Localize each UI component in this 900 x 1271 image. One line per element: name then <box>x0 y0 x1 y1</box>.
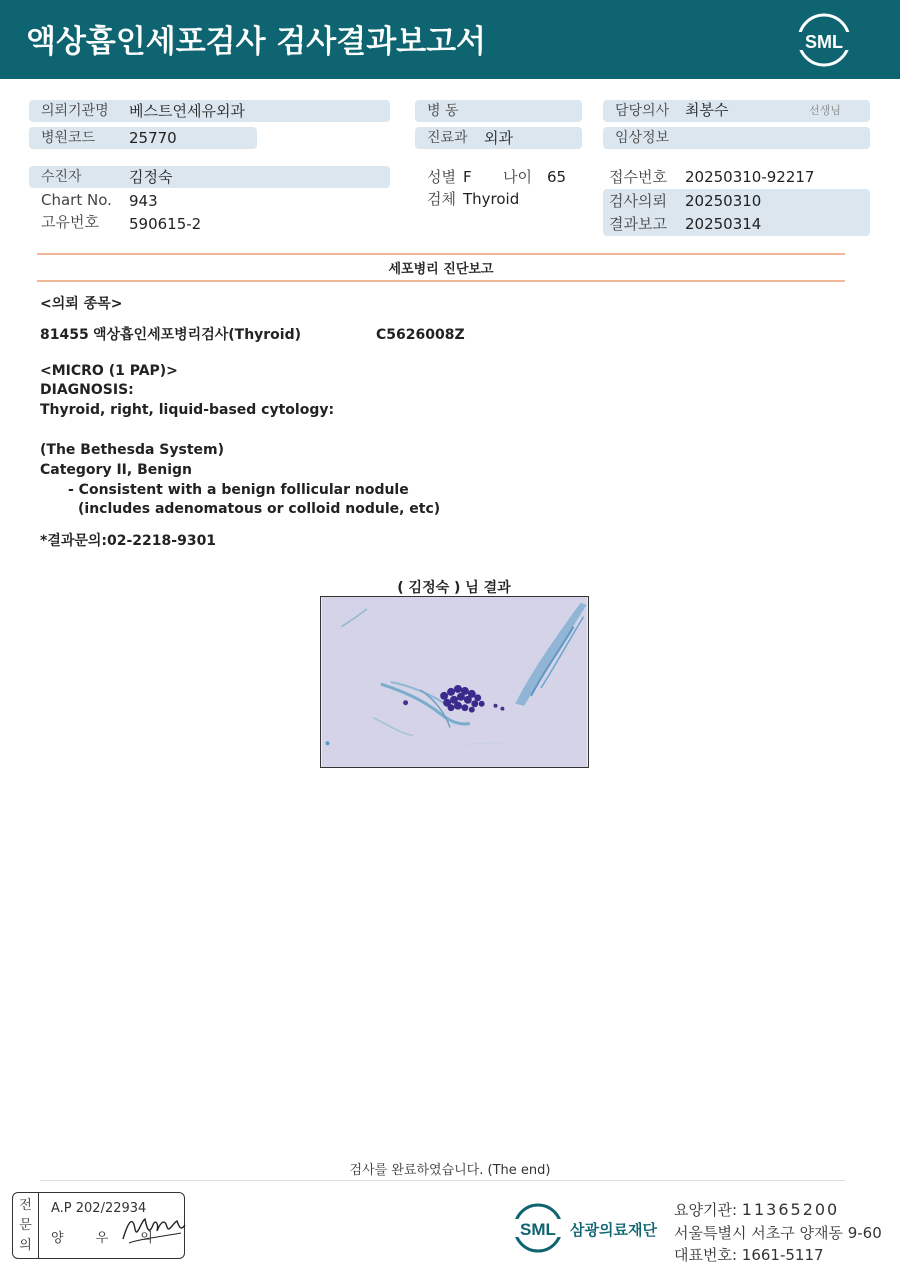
physician-label: 담당의사 <box>615 103 670 119</box>
finding-1: - Consistent with a benign follicular nodule <box>68 482 409 498</box>
test-request-value: 20250310 <box>685 192 762 210</box>
signature-icon <box>119 1209 189 1249</box>
stamp-char-1: 전 <box>19 1198 32 1213</box>
request-items-heading: <의뢰 종목> <box>40 296 123 312</box>
patient-label: 수진자 <box>41 169 82 185</box>
micro-heading: <MICRO (1 PAP)> <box>40 363 178 379</box>
age-label: 나이 <box>503 168 532 186</box>
diagnosis-site: Thyroid, right, liquid-based cytology: <box>40 402 335 418</box>
unique-no-value: 590615-2 <box>129 215 202 233</box>
requesting-institution-value: 베스트연세유외과 <box>129 102 245 120</box>
stamp-ap-number: A.P 202/22934 <box>51 1201 147 1216</box>
sex-value: F <box>463 168 472 186</box>
stamp-char-3: 의 <box>19 1238 32 1253</box>
diagnosis-label: DIAGNOSIS: <box>40 382 134 398</box>
care-code-label: 요양기관: <box>674 1201 738 1219</box>
care-code-value: 11365200 <box>741 1200 840 1219</box>
footer-sml-logo <box>512 1200 564 1256</box>
receipt-no-value: 20250310-92217 <box>685 168 815 186</box>
care-code-line <box>674 1199 839 1220</box>
department-label: 진료과 <box>427 130 468 146</box>
patient-row <box>29 166 390 188</box>
age-value: 65 <box>547 168 567 186</box>
test-name: 액상흡인세포병리검사(Thyroid) <box>93 327 302 343</box>
end-text: 검사를 완료하였습니다. (The end) <box>349 1163 551 1178</box>
test-id: C5626008Z <box>376 327 465 343</box>
chart-no-value: 943 <box>129 192 158 210</box>
result-report-label: 결과보고 <box>609 215 667 233</box>
footer-divider <box>40 1180 845 1181</box>
section-title: 세포병리 진단보고 <box>388 262 494 277</box>
stamp-vertical-label <box>13 1193 39 1258</box>
physician-value: 최봉수 <box>685 101 729 119</box>
patient-name-value: 김정숙 <box>129 168 173 186</box>
logo-text: SML <box>805 32 843 52</box>
ward-row <box>415 100 582 122</box>
chart-no-label: Chart No. <box>41 191 112 209</box>
requesting-institution-label: 의뢰기관명 <box>41 103 109 119</box>
result-report-value: 20250314 <box>685 215 762 233</box>
department-value: 외과 <box>484 129 513 147</box>
header-bar <box>0 0 900 79</box>
test-request-label: 검사의뢰 <box>609 192 667 210</box>
hospital-code-value: 25770 <box>129 129 177 147</box>
finding-2: (includes adenomatous or colloid nodule, etc) <box>78 501 441 517</box>
clinical-info-label: 임상정보 <box>615 130 670 146</box>
specimen-value: Thyroid <box>463 190 520 208</box>
footer-logo-text: SML <box>520 1220 556 1239</box>
section-top-divider <box>37 253 845 255</box>
specimen-label: 검체 <box>427 190 456 208</box>
ward-label: 병 동 <box>427 103 459 119</box>
receipt-no-label: 접수번호 <box>609 168 667 186</box>
category: Category II, Benign <box>40 462 192 478</box>
result-inquiry: *결과문의:02-2218-9301 <box>40 533 217 549</box>
test-code: 81455 <box>40 327 89 343</box>
stamp-char-2: 문 <box>19 1218 32 1233</box>
image-title: ( 김정숙 ) 님 결과 <box>397 580 511 596</box>
physician-suffix: 선생님 <box>809 104 841 117</box>
stamp-name: 양 우 익 <box>51 1231 167 1246</box>
phone-label: 대표번호: <box>674 1246 738 1264</box>
hospital-code-label: 병원코드 <box>41 130 96 146</box>
phone-value: 1661-5117 <box>741 1246 824 1264</box>
sml-logo <box>796 12 852 68</box>
unique-no-label: 고유번호 <box>41 213 99 231</box>
section-bottom-divider <box>37 280 845 282</box>
bethesda-system: (The Bethesda System) <box>40 442 224 458</box>
sex-label: 성별 <box>427 168 456 186</box>
address: 서울특별시 서초구 양재동 9-60 <box>674 1224 882 1242</box>
clinical-info-row <box>603 127 870 149</box>
report-title: 액상흡인세포검사 검사결과보고서 <box>26 24 486 60</box>
organization-name: 삼광의료재단 <box>570 1221 657 1239</box>
phone-line <box>674 1244 824 1265</box>
specialist-stamp <box>12 1192 185 1259</box>
cytology-micrograph <box>320 596 589 768</box>
